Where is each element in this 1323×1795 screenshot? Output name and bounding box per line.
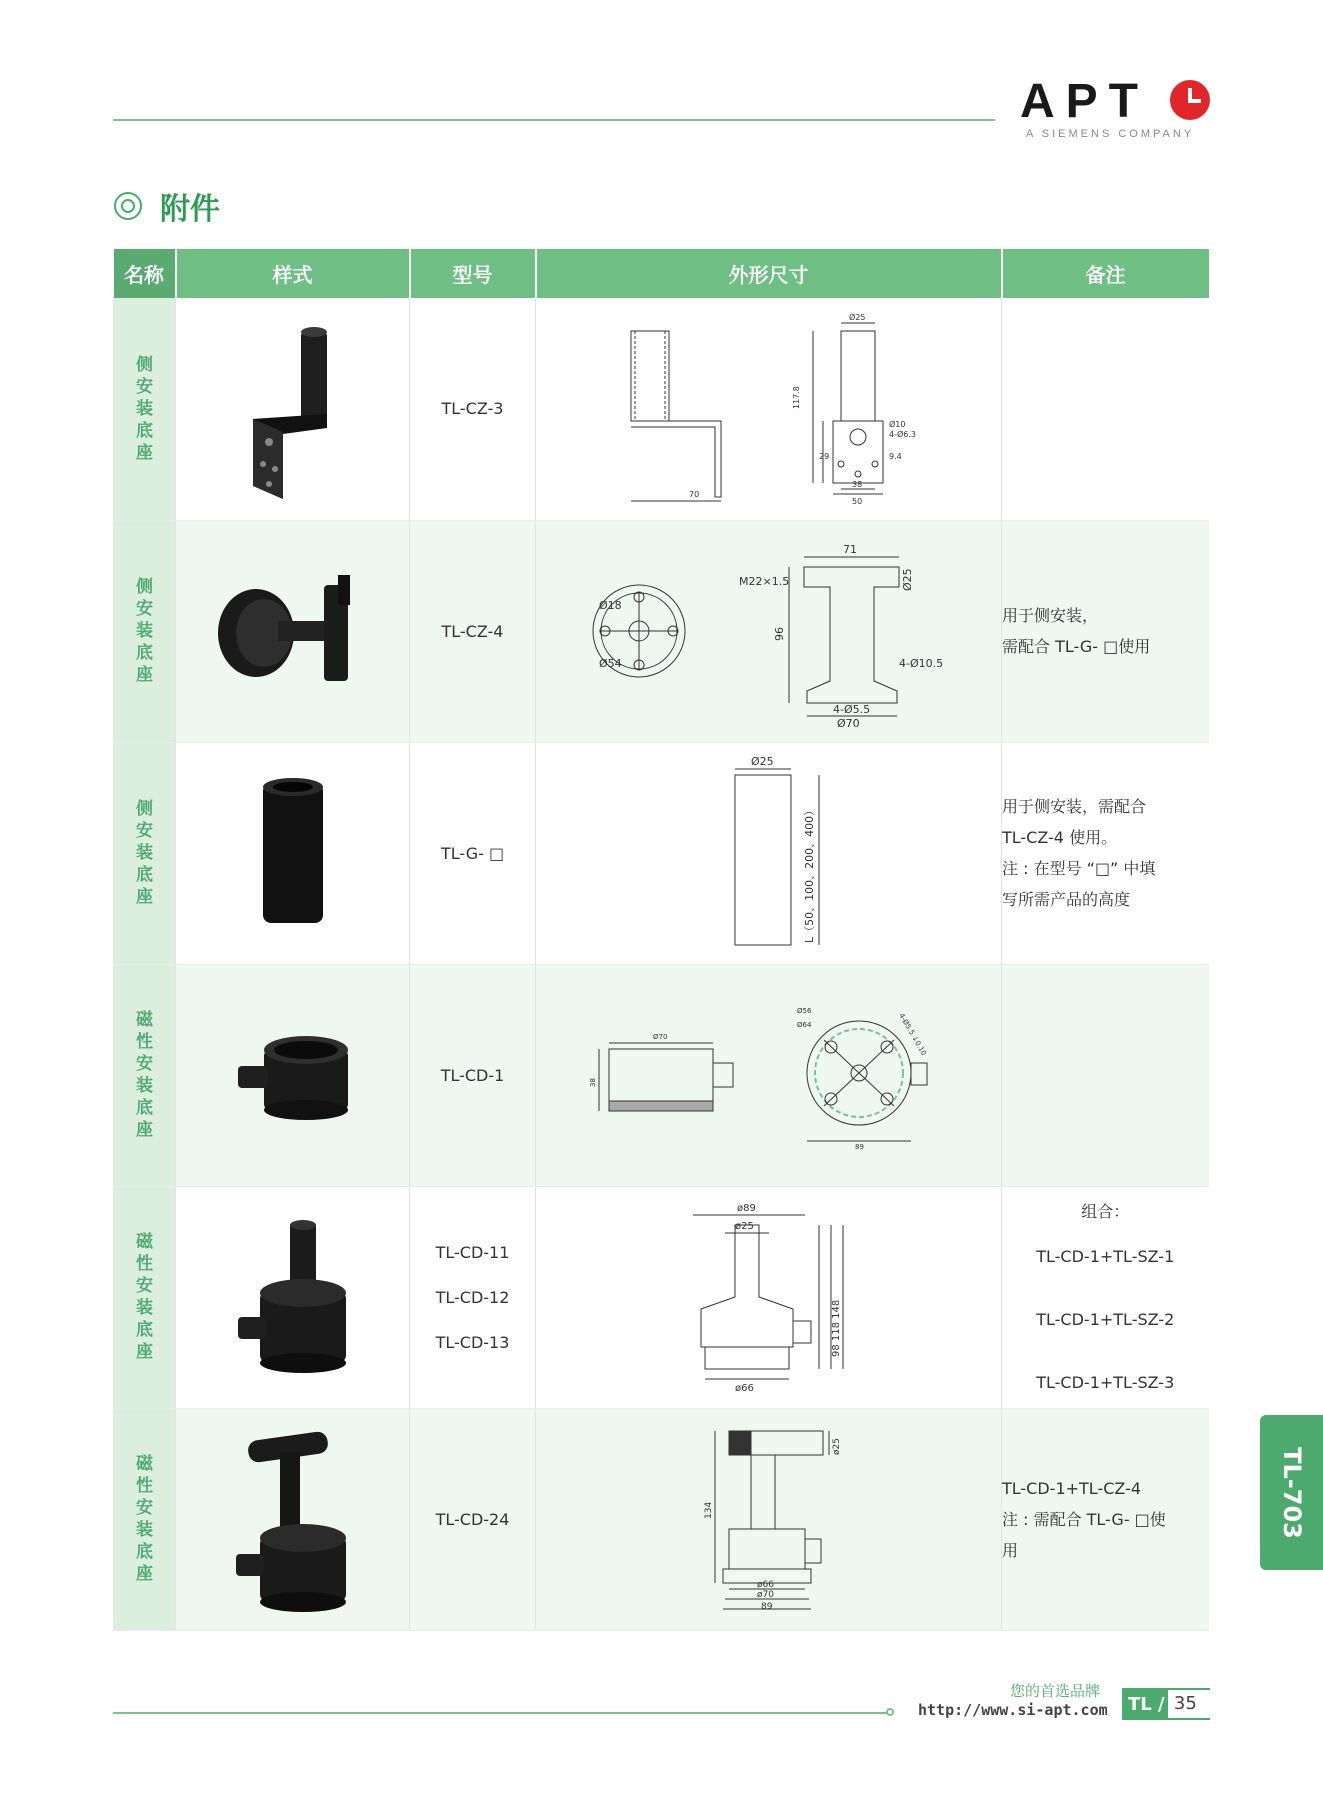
- dim-label: 38: [588, 1078, 597, 1087]
- model-number: TL-CD-12: [435, 1287, 510, 1307]
- header-name: 名称: [114, 249, 176, 298]
- side-mount-base-photo: [208, 571, 378, 691]
- remark-line: 用于侧安装，: [1002, 606, 1099, 625]
- dim-label: ø25: [734, 1221, 754, 1232]
- side-bracket-photo: [223, 314, 363, 504]
- pole-tube-photo: [253, 773, 333, 933]
- remark-line: TL-CD-1+TL-SZ-3: [1036, 1373, 1175, 1392]
- logo-subtitle: A SIEMENS COMPANY: [1026, 128, 1195, 140]
- row-name: 磁性安装底座: [136, 1454, 153, 1584]
- table-row: [114, 742, 1209, 964]
- logo-text: APT: [1020, 75, 1149, 128]
- remark-line: 需配合 TL-G- □使用: [1002, 637, 1151, 656]
- dim-label: Ø70: [836, 717, 860, 730]
- dim-label: 117.8: [791, 385, 801, 409]
- remark-line: TL-CZ-4 使用。: [1002, 828, 1118, 847]
- dim-label: 89: [760, 1602, 772, 1612]
- dim-label: 70: [688, 489, 699, 499]
- dim-label: ø25: [831, 1438, 842, 1455]
- model-number: TL-CZ-3: [441, 399, 504, 419]
- dim-label: 38: [851, 479, 862, 489]
- tl-g-dimension-drawing: [549, 753, 989, 953]
- tl-cz-4-dimension-drawing: [549, 531, 989, 731]
- dim-label: 29: [818, 451, 829, 461]
- accessory-table: [113, 249, 1209, 1631]
- dim-label: Ø64: [796, 1021, 811, 1029]
- dim-label: 9.4: [888, 451, 902, 461]
- tl-cz-3-dimension-drawing: [549, 309, 989, 509]
- header-rule: [113, 119, 995, 121]
- table-row: [114, 1186, 1209, 1408]
- section-code: TL /: [1122, 1694, 1168, 1715]
- dim-label: Ø10: [888, 419, 905, 429]
- dim-label: Ø18: [598, 599, 622, 612]
- remark-line: TL-CD-1+TL-SZ-2: [1036, 1310, 1175, 1329]
- header-dimensions: 外形尺寸: [536, 249, 1002, 298]
- table-row: [114, 1408, 1209, 1630]
- dim-label: M22×1.5: [738, 575, 789, 588]
- model-number: TL-CD-24: [435, 1509, 510, 1529]
- table-row: [114, 964, 1209, 1186]
- table-row: [114, 520, 1209, 742]
- dim-label: Ø70: [652, 1033, 667, 1041]
- dim-label: Ø25: [750, 755, 774, 768]
- side-tab-label: TL-703: [1277, 1446, 1306, 1539]
- magnetic-base-photo: [228, 1020, 358, 1130]
- row-name: 侧安装底座: [136, 799, 153, 907]
- logo-clock-icon: [1170, 80, 1210, 120]
- dim-label: Ø25: [900, 568, 914, 591]
- dim-label: ø89: [736, 1203, 756, 1214]
- remark-line: 用: [1002, 1540, 1019, 1560]
- dim-label: 71: [842, 543, 857, 556]
- tl-cd-24-dimension-drawing: [549, 1419, 989, 1619]
- dim-label: L（50、100、200、400）: [802, 804, 816, 943]
- remark-line: 用于侧安装，需配合: [1002, 797, 1147, 816]
- row-name: 磁性安装底座: [136, 1232, 153, 1362]
- dim-label: 89: [854, 1143, 864, 1151]
- header-remarks: 备注: [1002, 249, 1209, 298]
- footer-slogan: 您的首选品牌: [1010, 1682, 1101, 1700]
- row-name: 磁性安装底座: [136, 1010, 153, 1140]
- model-number: TL-CD-11: [435, 1242, 510, 1262]
- row-name: 侧安装底座: [136, 354, 153, 463]
- dim-label: 134: [703, 1501, 714, 1519]
- model-number: TL-CZ-4: [441, 621, 504, 641]
- dim-label: Ø25: [848, 312, 865, 322]
- footer-rule-dot: [886, 1708, 894, 1716]
- table-row: [114, 298, 1209, 520]
- remark-line: TL-CD-1+TL-CZ-4: [1002, 1478, 1142, 1498]
- remark-line: TL-CD-1+TL-SZ-1: [1036, 1247, 1175, 1266]
- footer-url[interactable]: http://www.si-apt.com: [918, 1701, 1108, 1719]
- model-number: TL-CD-1: [440, 1065, 505, 1085]
- catalog-side-tab: [1260, 1415, 1323, 1570]
- page-number: 35: [1168, 1690, 1210, 1718]
- dim-label: ø66: [734, 1383, 754, 1394]
- tl-cd-1-dimension-drawing: [549, 975, 989, 1175]
- magnetic-base-with-pole-photo: [228, 1217, 358, 1377]
- dim-label: 50: [851, 496, 862, 506]
- dim-label: ø66: [756, 1580, 774, 1590]
- remark-line: 写所需产品的高度: [1002, 890, 1131, 909]
- dim-label: Ø54: [598, 657, 622, 670]
- dim-label: 4-Ø10.5: [898, 657, 943, 670]
- tl-cd-11-dimension-drawing: [549, 1197, 989, 1397]
- model-number: TL-CD-13: [435, 1332, 510, 1352]
- magnetic-side-mount-photo: [228, 1424, 358, 1614]
- remark-line: 注 : 需配合 TL-G- □使: [1002, 1509, 1166, 1529]
- apt-logo: [1020, 75, 1220, 140]
- dim-label: 4-Ø6.3: [888, 429, 916, 439]
- page-number-box: [1122, 1688, 1210, 1720]
- dim-label: 4-Ø5.5 ↓0.10: [896, 1012, 928, 1057]
- model-number: TL-G- □: [440, 843, 505, 863]
- concentric-circle-icon: [114, 192, 142, 220]
- footer-rule: [113, 1712, 889, 1714]
- header-style: 样式: [176, 249, 410, 298]
- row-name: 侧安装底座: [136, 577, 153, 685]
- section-heading: [114, 184, 220, 228]
- dim-label: 4-Ø5.5: [832, 703, 870, 716]
- page-title: 附件: [160, 192, 220, 227]
- remark-line: 组合：: [1081, 1202, 1130, 1221]
- dim-label: 96: [772, 627, 786, 641]
- dim-label: ø70: [756, 1590, 774, 1600]
- header-model: 型号: [410, 249, 536, 298]
- dim-label: 98 118 148: [830, 1299, 842, 1357]
- dim-label: Ø56: [796, 1007, 811, 1015]
- remark-line: 注 : 在型号 “□” 中填: [1002, 859, 1156, 878]
